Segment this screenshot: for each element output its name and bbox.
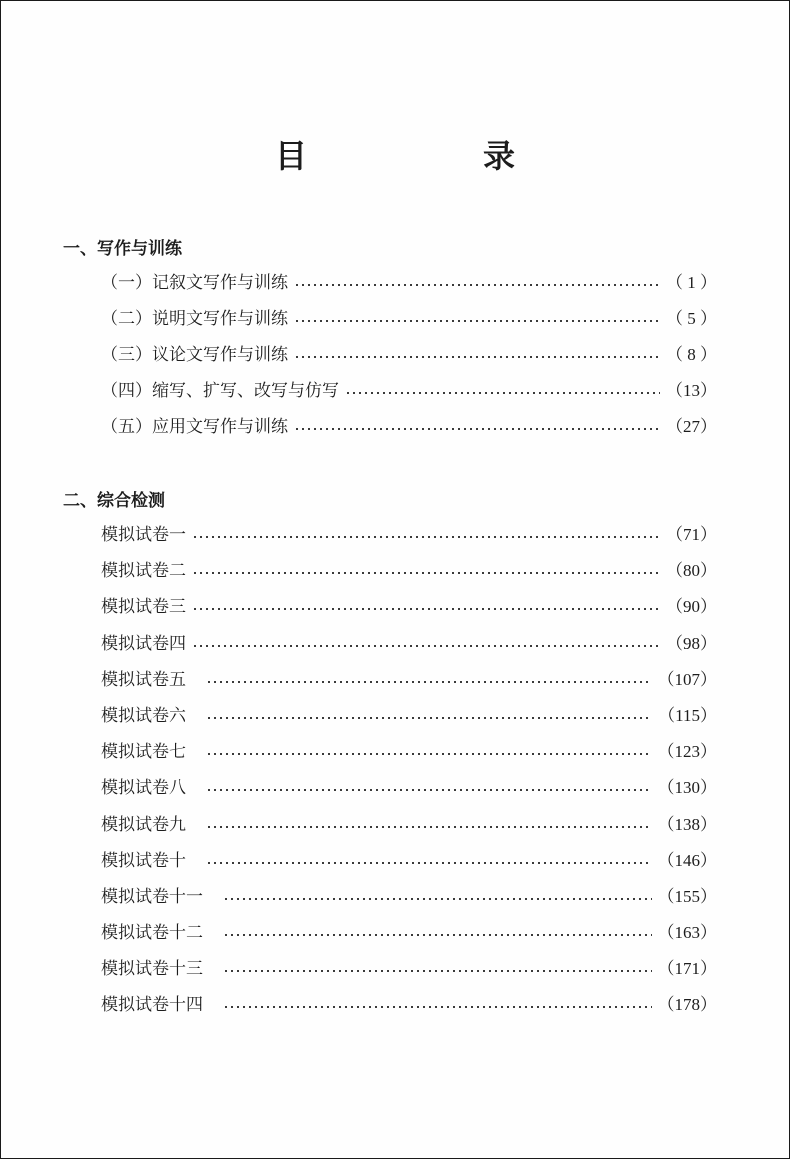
- dot-leader: [192, 608, 660, 610]
- toc-entry: [101, 920, 717, 946]
- toc-entry: [101, 594, 717, 620]
- dot-leader: [223, 1006, 652, 1008]
- page-title: 目 录: [274, 137, 587, 175]
- toc-entry-page: （115）: [658, 706, 717, 725]
- toc-entry: [101, 884, 717, 910]
- toc-entry-label: 模拟试卷一: [101, 525, 186, 545]
- toc-entry: [101, 956, 717, 982]
- toc-entry: [101, 992, 717, 1018]
- toc-entry-page: （27）: [666, 417, 717, 436]
- toc-entry-label: 模拟试卷二: [101, 561, 186, 581]
- dot-leader: [206, 717, 652, 719]
- toc-entry-label: （四）缩写、扩写、改写与仿写: [101, 381, 339, 401]
- section-heading-tests: 二、综合检测: [63, 491, 165, 511]
- toc-entry-label: 模拟试卷三: [101, 597, 186, 617]
- toc-entry-page: （ 5 ）: [666, 309, 717, 328]
- toc-entry: [101, 775, 717, 801]
- toc-entry-page: （138）: [657, 815, 717, 834]
- toc-entry-label: （二）说明文写作与训练: [101, 309, 288, 329]
- toc-entry: [101, 703, 717, 729]
- toc-entry-label: 模拟试卷十三: [101, 959, 203, 979]
- toc-entry-label: 模拟试卷十四: [101, 995, 203, 1015]
- toc-entry: [101, 558, 717, 584]
- dot-leader: [192, 536, 660, 538]
- toc-entry-page: （130）: [657, 778, 717, 797]
- toc-entry-page: （107）: [657, 670, 717, 689]
- toc-entry: [101, 522, 717, 548]
- dot-leader: [294, 356, 660, 358]
- section-heading-writing: 一、写作与训练: [63, 239, 182, 259]
- toc-entry-page: （178）: [657, 995, 717, 1014]
- toc-entry-page: （123）: [657, 742, 717, 761]
- dot-leader: [206, 681, 652, 683]
- toc-entry-page: （171）: [657, 959, 717, 978]
- toc-entry: [101, 270, 717, 296]
- toc-entry-label: 模拟试卷十: [101, 851, 186, 871]
- toc-entry-label: 模拟试卷七: [101, 742, 186, 762]
- toc-entry-label: 模拟试卷十二: [101, 923, 203, 943]
- dot-leader: [206, 826, 652, 828]
- toc-entry-page: （146）: [657, 851, 717, 870]
- toc-entry-label: （三）议论文写作与训练: [101, 345, 288, 365]
- toc-entry-page: （80）: [666, 561, 717, 580]
- dot-leader: [206, 753, 652, 755]
- toc-entry-page: （71）: [666, 525, 717, 544]
- dot-leader: [206, 789, 652, 791]
- toc-entry-page: （90）: [666, 597, 717, 616]
- dot-leader: [192, 572, 660, 574]
- toc-entry-label: （五）应用文写作与训练: [101, 417, 288, 437]
- dot-leader: [206, 862, 652, 864]
- toc-entry: [101, 848, 717, 874]
- toc-entry-page: （13）: [666, 381, 717, 400]
- dot-leader: [345, 392, 660, 394]
- toc-entry: [101, 667, 717, 693]
- toc-entry-label: 模拟试卷四: [101, 634, 186, 654]
- toc-entry: [101, 739, 717, 765]
- toc-entry-page: （155）: [657, 887, 717, 906]
- dot-leader: [223, 970, 652, 972]
- dot-leader: [294, 320, 660, 322]
- toc-entry-page: （ 1 ）: [666, 273, 717, 292]
- dot-leader: [294, 284, 660, 286]
- toc-entry-label: 模拟试卷十一: [101, 887, 203, 907]
- toc-entry-page: （98）: [666, 634, 717, 653]
- toc-entry-label: （一）记叙文写作与训练: [101, 273, 288, 293]
- toc-entry-label: 模拟试卷六: [101, 706, 186, 726]
- dot-leader: [294, 428, 660, 430]
- toc-entry-page: （163）: [657, 923, 717, 942]
- toc-entry: [101, 342, 717, 368]
- toc-entry: [101, 812, 717, 838]
- dot-leader: [223, 934, 652, 936]
- toc-entry: [101, 414, 717, 440]
- dot-leader: [223, 898, 652, 900]
- toc-entry-label: 模拟试卷九: [101, 815, 186, 835]
- toc-entry-page: （ 8 ）: [666, 345, 717, 364]
- toc-entry-label: 模拟试卷八: [101, 778, 186, 798]
- toc-entry-label: 模拟试卷五: [101, 670, 186, 690]
- toc-entry: [101, 378, 717, 404]
- toc-entry: [101, 306, 717, 332]
- toc-entry: [101, 631, 717, 657]
- dot-leader: [192, 645, 660, 647]
